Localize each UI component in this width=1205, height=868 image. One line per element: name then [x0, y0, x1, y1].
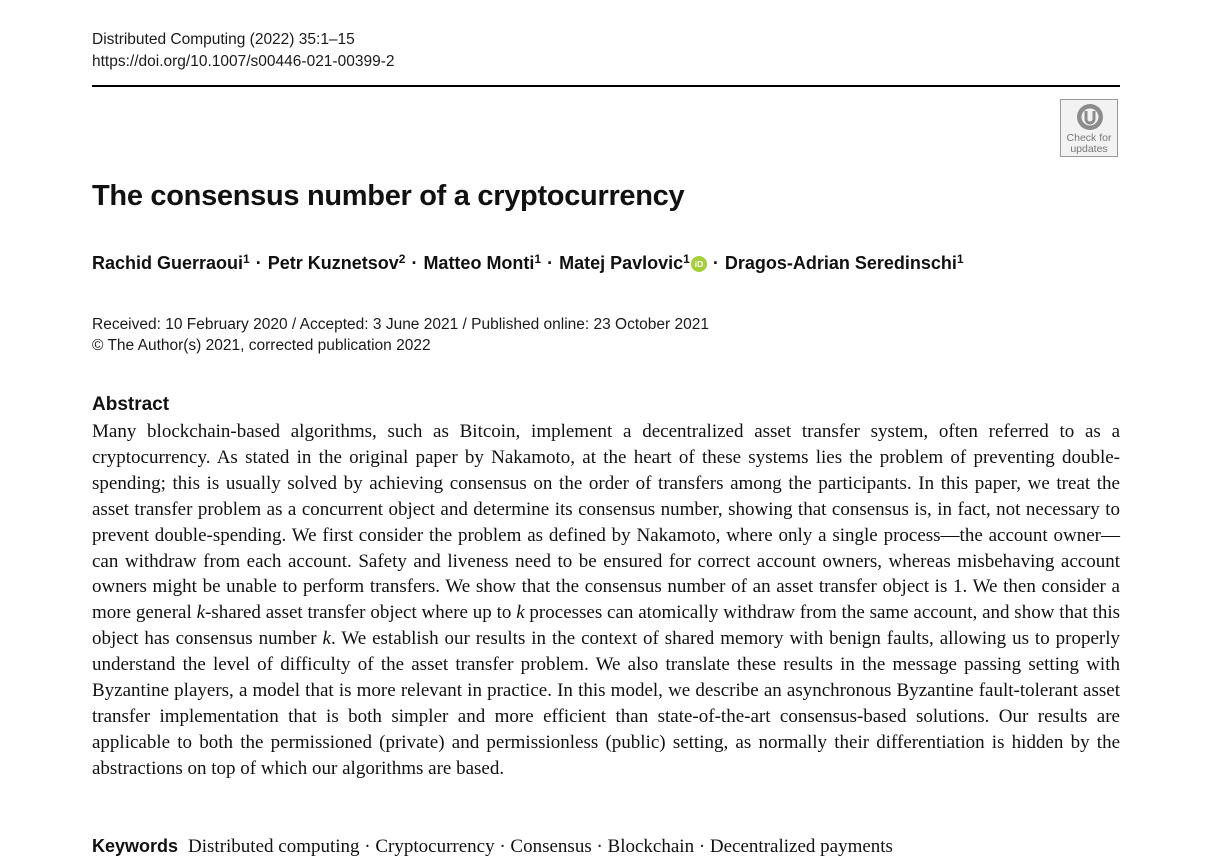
header-divider — [92, 85, 1120, 87]
abstract-text-part: . We establish our results in the context of shared memory with benign faults, allowing us to properly understand the level of difficulty of the asset transfer problem. We also translate these results in the message passing setting with Byzantine players, a model that is more relevant in practice. In this model, we describe an asynchronous Byzantine fault-tolerant asset transfer implementation that is both simpler and more efficient than state-of-the-art consensus-based solutions. Our results are applicable to both the permissioned (private) and permissionless (public) setting, as normally their differentiation is hidden by the abstractions on top of which our algorithms are based. — [92, 628, 1120, 779]
author-affiliation: 1 — [683, 252, 690, 266]
abstract-text-part: -shared asset transfer object where up to — [205, 602, 517, 624]
author-affiliation: 1 — [534, 252, 542, 266]
author-name[interactable]: Matteo Monti — [423, 253, 535, 273]
author-separator: · — [712, 253, 719, 273]
copyright-line: © The Author(s) 2021, corrected publication 2022 — [92, 337, 431, 354]
svg-text:iD: iD — [694, 259, 704, 270]
check-for-updates-label: Check for updates — [1066, 132, 1112, 155]
paper-title: The consensus number of a cryptocurrency — [92, 180, 685, 212]
orcid-icon[interactable] — [691, 256, 707, 272]
abstract-text-part: Many blockchain-based algorithms, such as Bitcoin, implement a decentralized asset transfer system, often referred to as a cryptocurrency. As stated in the original paper by Nakamoto, at the heart of these systems lies the problem of preventing double-spending; this is usually solved by achieving consensus on the order of transfers among the participants. In this paper, we treat the asset transfer problem as a concurrent object and determine its consensus number, showing that consensus is, in fact, not necessary to prevent double-spending. We first consider the problem as defined by Nakamoto, where only a single process—the account owner—can withdraw from each account. Safety and liveness need to be ensured for correct account owners, whereas misbehaving account owners might be unable to perform transfers. We show that the consensus number of an asset transfer object is 1. We then consider a more general — [92, 421, 1120, 624]
journal-meta — [92, 29, 394, 73]
author-separator: · — [411, 253, 418, 273]
check-for-updates-icon — [1075, 102, 1105, 132]
author-affiliation: 1 — [956, 252, 964, 266]
check-for-updates-badge[interactable] — [1060, 99, 1118, 157]
history-dates: Received: 10 February 2020 / Accepted: 3 June 2021 / Published online: 23 October 2021 — [92, 316, 709, 333]
abstract-heading: Abstract — [92, 394, 170, 415]
author-name[interactable]: Rachid Guerraoui — [92, 253, 244, 273]
author-affiliation: 2 — [398, 252, 406, 266]
abstract-text-part: processes can atomically withdraw from the same account, and show that this object has consensus number — [92, 602, 1120, 650]
author-name[interactable]: Matej Pavlovic — [559, 253, 684, 273]
author-affiliation: 1 — [243, 252, 250, 266]
author-separator: · — [255, 253, 262, 273]
journal-citation: Distributed Computing (2022) 35:1–15 — [92, 31, 355, 48]
math-variable-k: k — [196, 602, 206, 624]
keywords-list: Distributed computing · Cryptocurrency · Consensus · Blockchain · Decentralized payments — [188, 836, 893, 857]
author-name[interactable]: Dragos-Adrian Seredinschi — [724, 253, 957, 273]
keywords-line — [92, 833, 893, 860]
author-separator: · — [547, 253, 554, 273]
keywords-label: Keywords — [92, 836, 179, 856]
author-list — [92, 250, 964, 276]
math-variable-k: k — [516, 602, 525, 624]
doi-link[interactable]: https://doi.org/10.1007/s00446-021-00399-2 — [92, 53, 395, 70]
math-variable-k: k — [322, 628, 331, 650]
author-name[interactable]: Petr Kuznetsov — [267, 253, 399, 273]
publication-dates — [92, 314, 709, 356]
abstract-text — [92, 419, 1120, 782]
